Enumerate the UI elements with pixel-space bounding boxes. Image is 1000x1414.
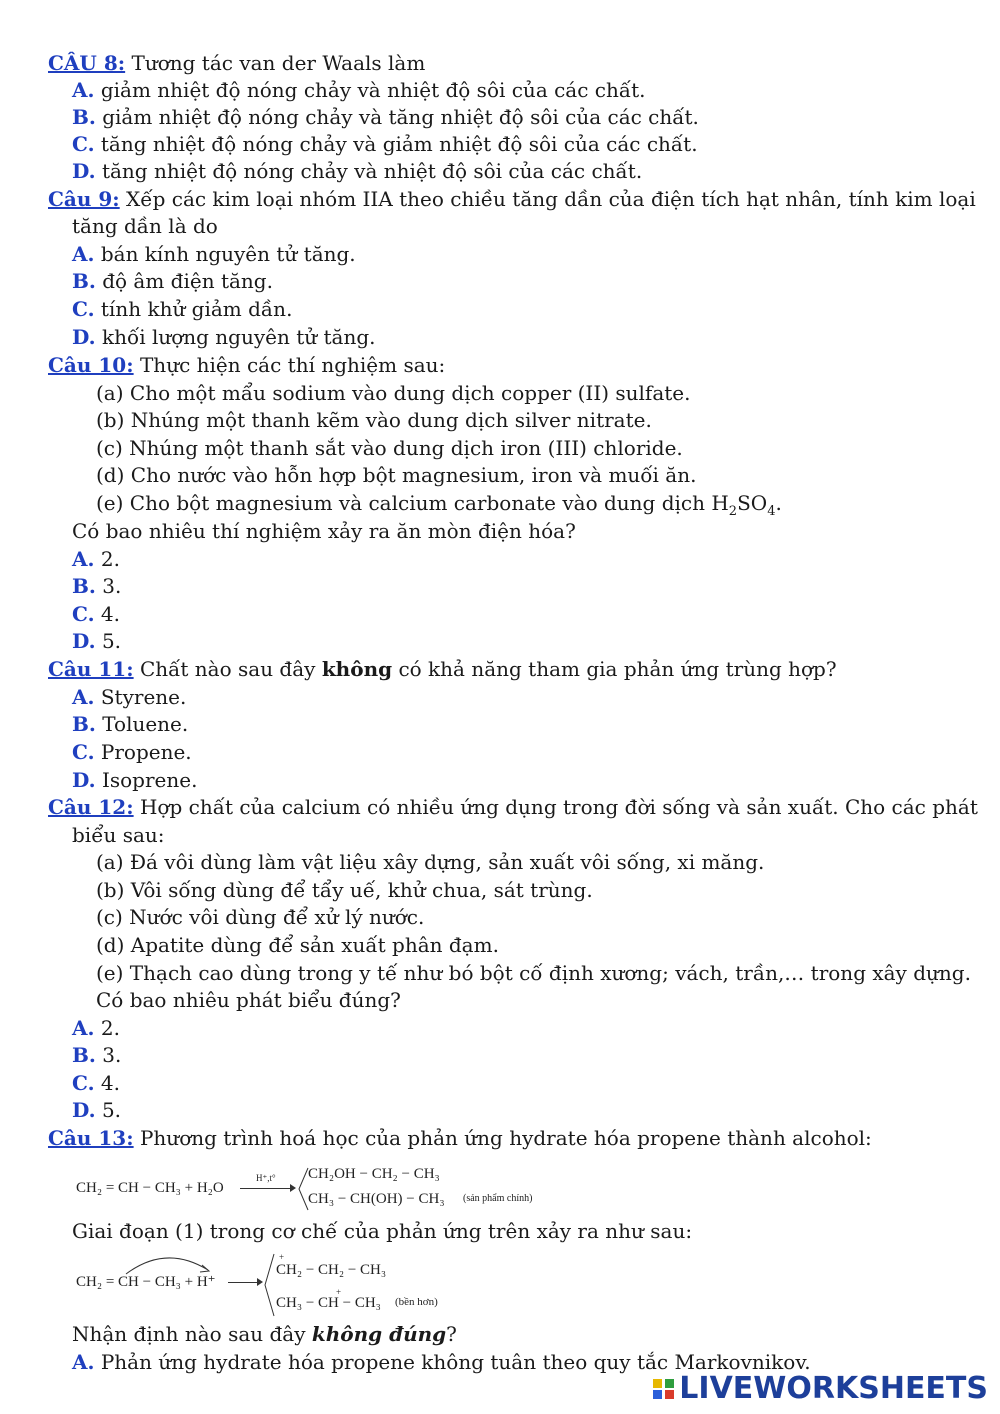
q10-item-a: (a) Cho một mẩu sodium vào dung dịch copper (II) sulfate. <box>96 381 691 405</box>
q9-text: Xếp các kim loại nhóm IIA theo chiều tăng dần của điện tích hạt nhân, tính kim loại <box>126 187 976 211</box>
q10-stem <box>48 352 445 378</box>
liveworksheets-logo-icon <box>652 1377 676 1401</box>
q13-ask: Nhận định nào sau đây không đúng? <box>72 1322 457 1346</box>
eq2-top: CH₂ − CH₂ − CH₃ <box>276 1262 387 1278</box>
q12-option-d[interactable]: D. 5. <box>72 1098 122 1122</box>
eq2-plus-bottom: + <box>336 1287 342 1297</box>
q11-option-a[interactable]: A. Styrene. <box>72 685 187 709</box>
q12-stem: Câu 12: Hợp chất của calcium có nhiều ứng dụng trong đời sống và sản xuất. Cho các phát <box>48 795 978 819</box>
eq2-note: (bền hơn) <box>395 1296 438 1308</box>
q10-question: Có bao nhiêu thí nghiệm xảy ra ăn mòn điện hóa? <box>72 519 576 543</box>
q10-text: Thực hiện các thí nghiệm sau: <box>139 353 446 377</box>
q12-text-cont: biểu sau: <box>72 823 165 847</box>
q10-option-d[interactable]: D. 5. <box>72 629 122 653</box>
q13-option-a[interactable]: A. Phản ứng hydrate hóa propene không tuân theo quy tắc Markovnikov. <box>72 1350 811 1374</box>
q12-option-c[interactable]: C. 4. <box>72 1071 120 1095</box>
q11-option-c[interactable]: C. Propene. <box>72 740 192 764</box>
q9-option-c[interactable]: C. tính khử giảm dần. <box>72 297 293 321</box>
q11-option-b[interactable]: B. Toluene. <box>72 712 189 736</box>
eq2-plus-top: + <box>279 1252 285 1262</box>
q11-label: Câu 11: <box>48 657 134 681</box>
q12-label: Câu 12: <box>48 795 134 819</box>
q12-option-a[interactable]: A. 2. <box>72 1016 120 1040</box>
q10-item-c: (c) Nhúng một thanh sắt vào dung dịch iron (III) chloride. <box>96 436 683 460</box>
eq2-bottom: CH₃ − CH − CH₃ <box>276 1295 381 1311</box>
q10-item-d: (d) Cho nước vào hỗn hợp bột magnesium, iron và muối ăn. <box>96 463 697 487</box>
q10-item-b: (b) Nhúng một thanh kẽm vào dung dịch silver nitrate. <box>96 408 652 432</box>
q9-option-b[interactable]: B. độ âm điện tăng. <box>72 269 273 293</box>
eq1-top: CH₂OH − CH₂ − CH₃ <box>308 1166 440 1182</box>
eq2-brace <box>262 1252 276 1318</box>
q12-item-a: (a) Đá vôi dùng làm vật liệu xây dựng, sản xuất vôi sống, xi măng. <box>96 850 765 874</box>
q8-option-b[interactable]: B. giảm nhiệt độ nóng chảy và tăng nhiệt độ sôi của các chất. <box>72 105 699 129</box>
eq2-arrow <box>228 1282 260 1283</box>
q13-label: Câu 13: <box>48 1126 134 1150</box>
eq1-left: CH₂ = CH − CH₃ + H₂O <box>76 1180 224 1196</box>
liveworksheets-logo <box>652 1371 988 1406</box>
q10-label: Câu 10: <box>48 353 134 377</box>
q9-option-d[interactable]: D. khối lượng nguyên tử tăng. <box>72 325 376 349</box>
q8-option-c[interactable]: C. tăng nhiệt độ nóng chảy và giảm nhiệt độ sôi của các chất. <box>72 132 698 156</box>
q12-item-b: (b) Vôi sống dùng để tẩy uế, khử chua, sát trùng. <box>96 878 593 902</box>
q11-stem: Câu 11: Chất nào sau đây không có khả năng tham gia phản ứng trùng hợp? <box>48 657 837 681</box>
q10-item-e: (e) Cho bột magnesium và calcium carbonate vào dung dịch $H_2SO_4$. <box>96 491 782 519</box>
q10-option-c[interactable]: C. 4. <box>72 602 120 626</box>
q12-option-b[interactable]: B. 3. <box>72 1043 122 1067</box>
eq1-condition: H⁺,t° <box>256 1173 276 1183</box>
q9-label: Câu 9: <box>48 187 120 211</box>
q8-label: CÂU 8: <box>48 51 126 75</box>
eq2-left: CH₂ = CH − CH₃ + H⁺ <box>76 1274 216 1290</box>
q8-option-a[interactable]: A. giảm nhiệt độ nóng chảy và nhiệt độ sôi của các chất. <box>72 78 646 102</box>
logo-text: LIVEWORKSHEETS <box>679 1371 988 1406</box>
eq1-arrow <box>240 1188 294 1189</box>
eq1-note: (sản phẩm chính) <box>463 1193 533 1204</box>
q10-option-b[interactable]: B. 3. <box>72 574 122 598</box>
q12-item-c: (c) Nước vôi dùng để xử lý nước. <box>96 905 425 929</box>
q8-stem <box>48 50 425 76</box>
q12-item-d: (d) Apatite dùng để sản xuất phân đạm. <box>96 933 499 957</box>
eq1-bottom: CH₃ − CH(OH) − CH₃ <box>308 1191 445 1207</box>
q12-question: Có bao nhiêu phát biểu đúng? <box>96 988 401 1012</box>
q9-option-a[interactable]: A. bán kính nguyên tử tăng. <box>72 242 356 266</box>
q12-item-e: (e) Thạch cao dùng trong y tế như bó bột cố định xương; vách, trần,… trong xây dựng. <box>96 961 971 985</box>
q9-stem <box>48 186 976 212</box>
q11-option-d[interactable]: D. Isoprene. <box>72 768 198 792</box>
q9-text-cont: tăng dần là do <box>72 214 218 238</box>
q13-stem: Câu 13: Phương trình hoá học của phản ứng hydrate hóa propene thành alcohol: <box>48 1126 872 1150</box>
q10-option-a[interactable]: A. 2. <box>72 547 120 571</box>
q13-stage-text: Giai đoạn (1) trong cơ chế của phản ứng trên xảy ra như sau: <box>72 1219 693 1243</box>
q8-option-d[interactable]: D. tăng nhiệt độ nóng chảy và nhiệt độ sôi của các chất. <box>72 159 643 183</box>
q8-text: Tương tác van der Waals làm <box>131 51 426 75</box>
